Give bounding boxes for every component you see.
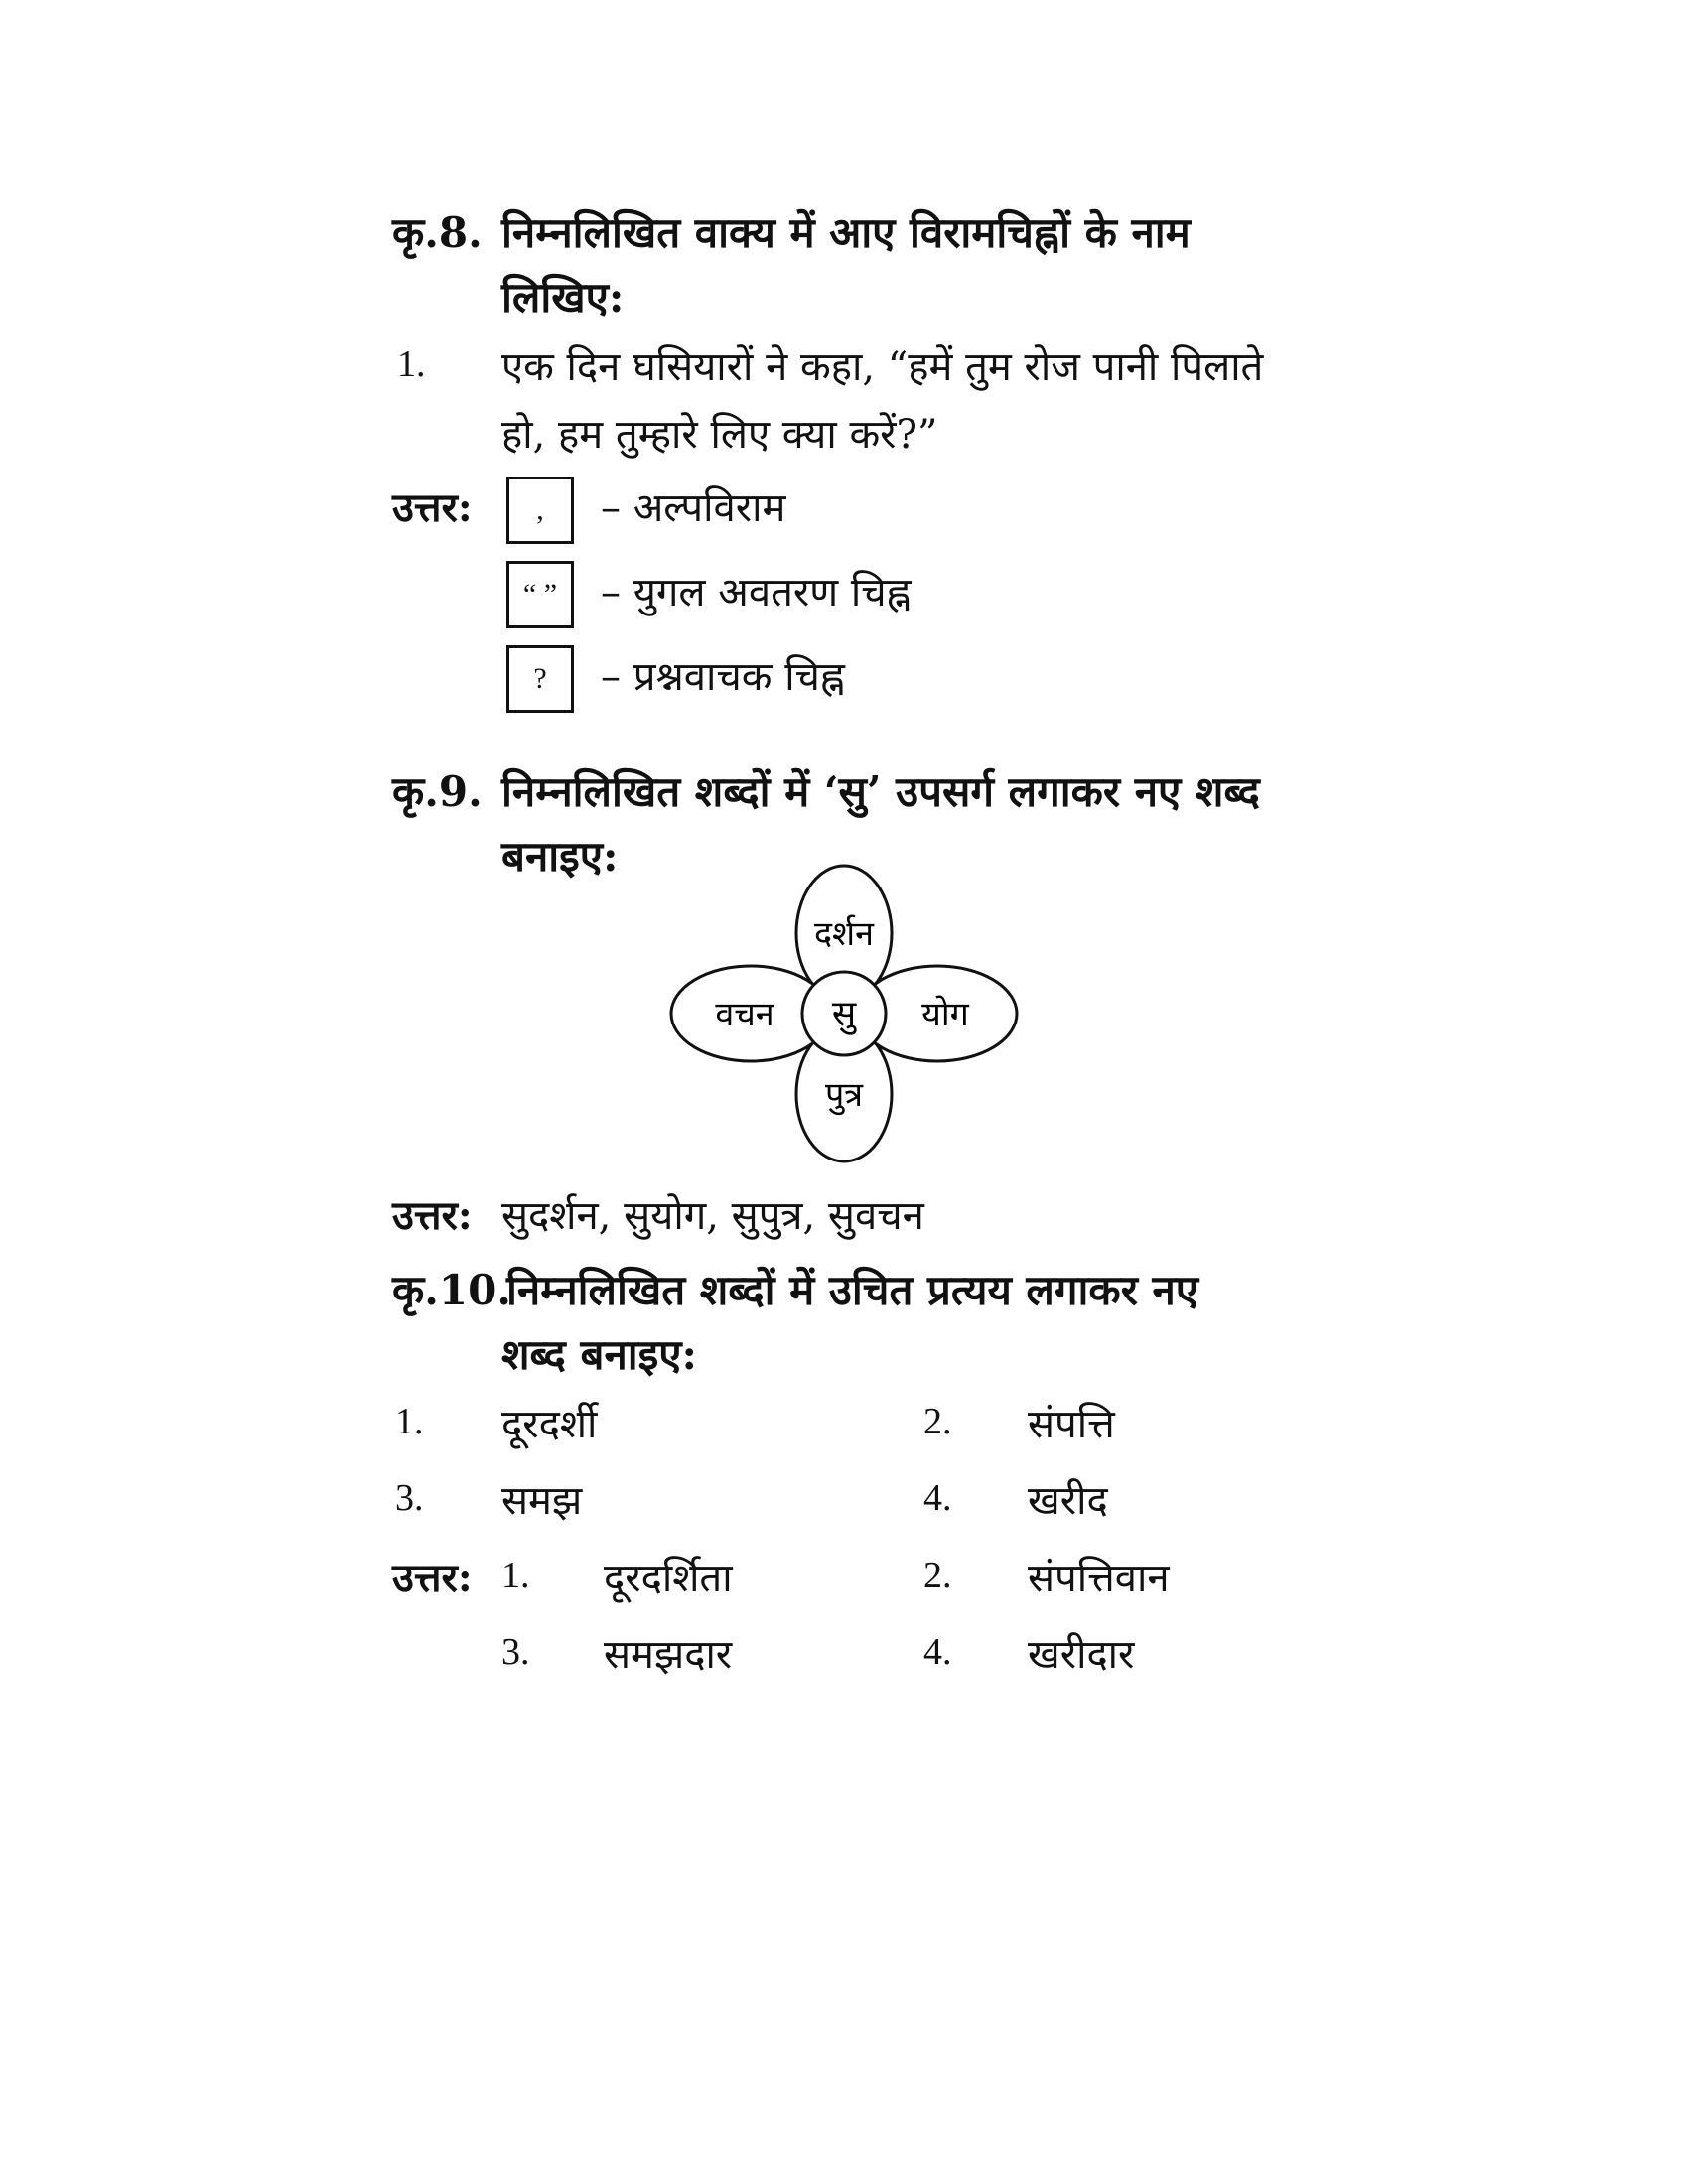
q10-item-word: दूरदर्शी — [501, 1402, 598, 1447]
q10-item-word: समझ — [501, 1478, 583, 1524]
question-symbol-box: ? — [506, 645, 574, 713]
q10-item-word: खरीद — [1028, 1478, 1108, 1524]
q9-heading-line2: बनाइए: — [501, 832, 619, 881]
q10-item-number: 3. — [395, 1477, 424, 1519]
q8-sentence-line1: एक दिन घसियारों ने कहा, “हमें तुम रोज पानी पिलाते — [501, 344, 1264, 390]
q10-answer-word: संपत्तिवान — [1028, 1556, 1170, 1601]
comma-symbol-box: , — [506, 477, 574, 544]
q8-number: कृ.8. — [392, 208, 483, 257]
q10-answer-word: समझदार — [604, 1632, 733, 1678]
q8-item-number: 1. — [397, 343, 426, 385]
q10-answer-number: 4. — [923, 1631, 952, 1673]
q9-heading-line1: निम्नलिखित शब्दों में ‘सु’ उपसर्ग लगाकर नए शब्द — [501, 767, 1260, 816]
center-prefix: सु — [831, 994, 857, 1034]
petal-right-word: योग — [921, 995, 969, 1034]
q10-answer-number: 2. — [923, 1555, 952, 1596]
petal-bottom-word: पुत्र — [824, 1075, 864, 1115]
question-symbol-name: – प्रश्नवाचक चिह्न — [601, 654, 845, 700]
q10-item-word: संपत्ति — [1028, 1402, 1115, 1447]
q10-answer-label: उत्तर: — [392, 1555, 473, 1601]
petal-left-word: वचन — [715, 995, 774, 1034]
q8-sentence-line2: हो, हम तुम्हारे लिए क्या करें?” — [501, 412, 938, 458]
q10-answer-word: दूरदर्शिता — [604, 1556, 733, 1601]
q8-heading-line2: लिखिए: — [501, 273, 625, 322]
q10-answer-number: 3. — [501, 1631, 530, 1673]
quote-symbol-name: – युगल अवतरण चिह्न — [601, 570, 912, 615]
q8-heading-line1: निम्नलिखित वाक्य में आए विरामचिह्नों के नाम — [501, 208, 1191, 257]
comma-symbol-name: – अल्पविराम — [601, 485, 786, 531]
q10-item-number: 2. — [923, 1401, 952, 1442]
prefix-flower-diagram — [655, 854, 1033, 1181]
q9-answer-label: उत्तर: — [392, 1192, 473, 1239]
petal-top-word: दर्शन — [813, 914, 875, 954]
q10-heading-line2: शब्द बनाइए: — [501, 1330, 697, 1379]
q8-answer-label: उत्तर: — [392, 484, 473, 531]
q9-number: कृ.9. — [392, 767, 483, 816]
quote-symbol-box: “ ” — [506, 561, 574, 628]
q10-item-number: 1. — [395, 1401, 424, 1442]
q10-answer-number: 1. — [501, 1555, 530, 1596]
q10-number: कृ.10. — [392, 1266, 511, 1314]
q10-answer-word: खरीदार — [1028, 1632, 1135, 1678]
q9-answer-text: सुदर्शन, सुयोग, सुपुत्र, सुवचन — [501, 1193, 924, 1239]
q10-heading-line1: निम्नलिखित शब्दों में उचित प्रत्यय लगाकर नए — [506, 1266, 1199, 1314]
q10-item-number: 4. — [923, 1477, 952, 1519]
